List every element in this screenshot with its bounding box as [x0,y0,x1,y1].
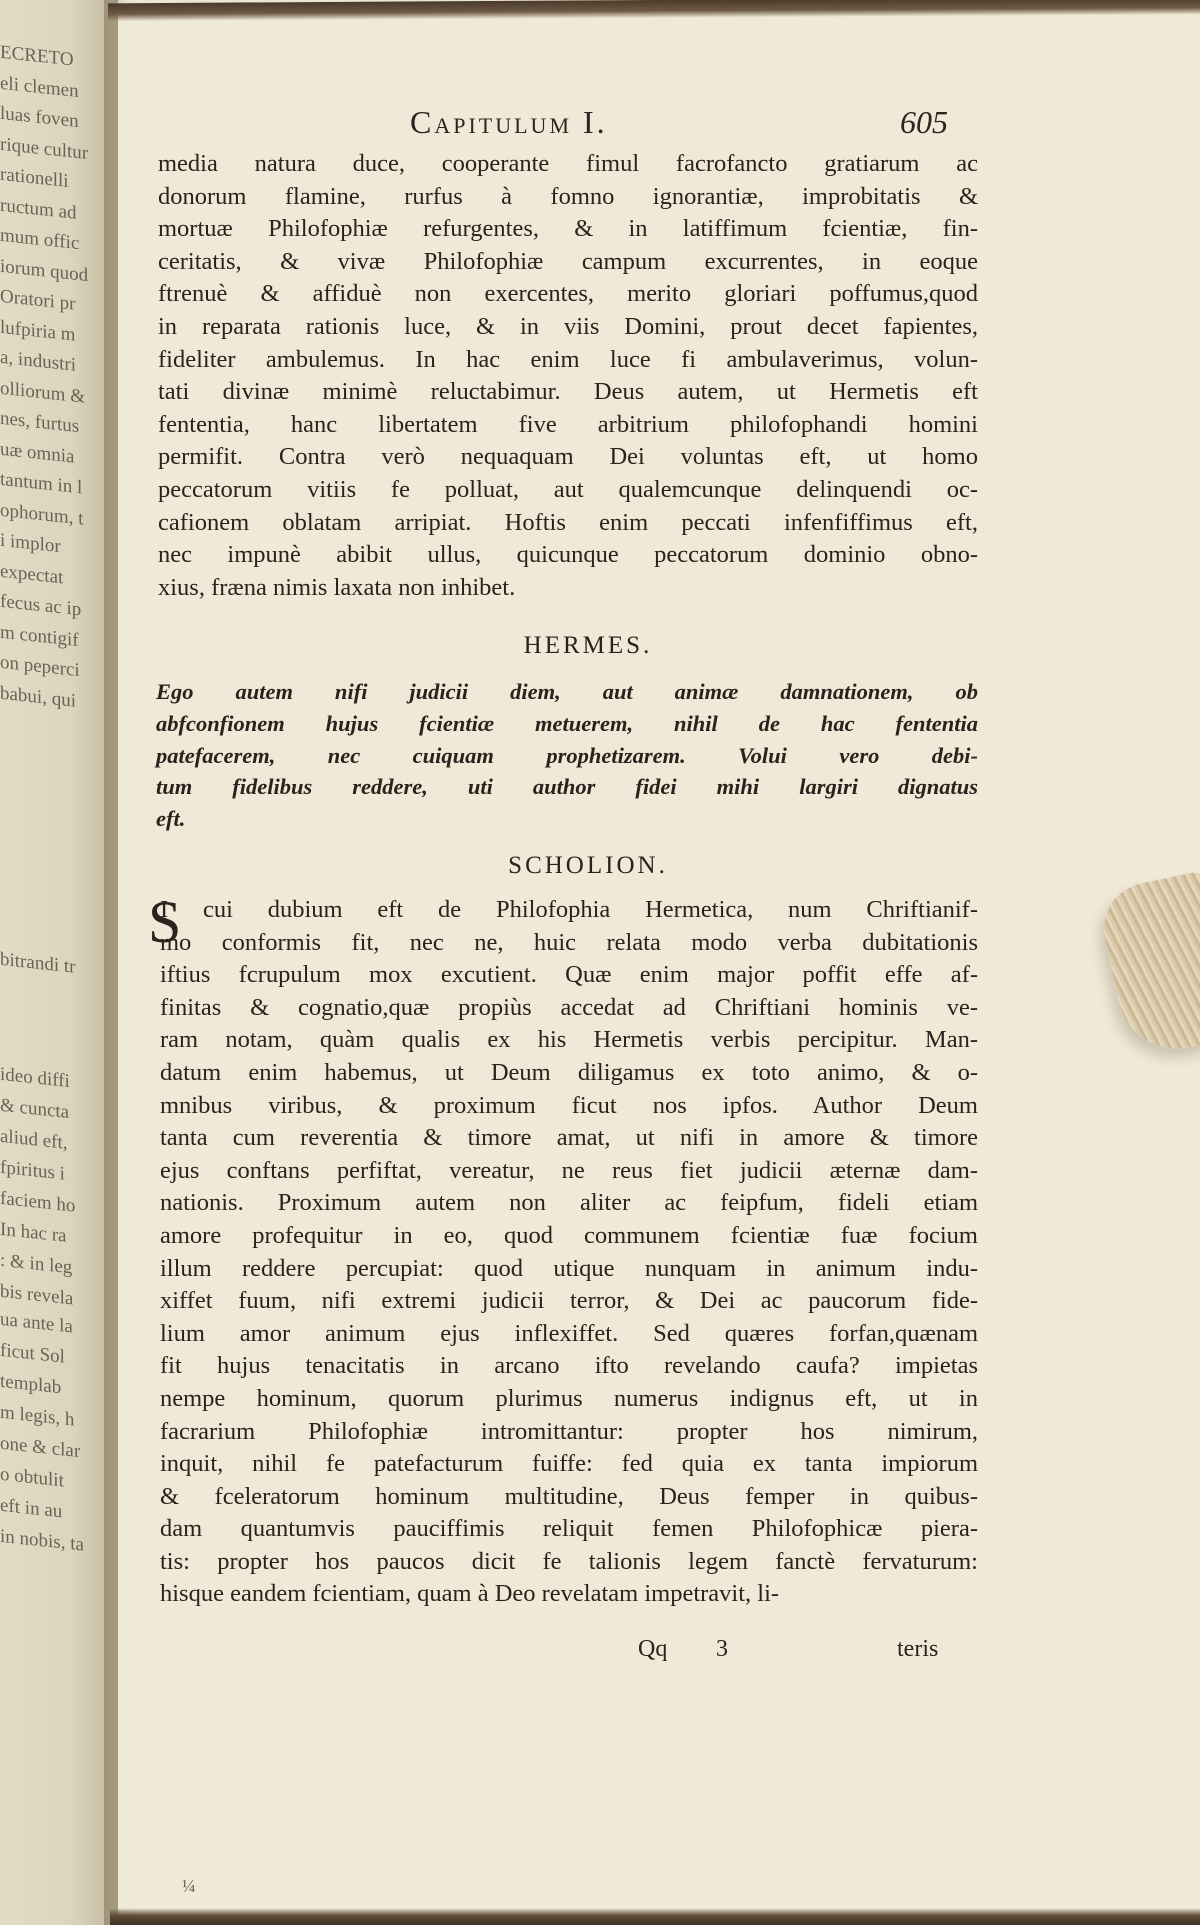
left-page-fragment: o obtulit [0,1463,64,1492]
left-page-fragment: one & clar [0,1432,81,1463]
left-page-fragment: eft in au [0,1494,63,1523]
text-line: media natura duce, cooperante fimul facrofancto gratiarum ac [158,150,978,177]
left-page-fragment: i implor [0,529,61,558]
text-line: nec impunè abibit ullus, quicunque peccatorum dominio obno- [158,541,978,569]
text-line: hisque eandem fcientiam, quam à Deo revelatam impetravit, li- [160,1580,780,1608]
text-line: donorum flamine, rurfus à fomno ignorantiæ, improbitatis & [158,182,978,210]
text-line: tis: propter hos paucos dicit fe talionis legem fanctè fervaturum: [160,1547,978,1575]
text-line: cafionem oblatam arripiat. Hoftis enim peccati infenfiffimus eft, [158,508,978,536]
page-header [118,100,1200,148]
left-page-fragment: eli clemen [0,72,79,102]
text-line: in reparata rationis luce, & in viis Domini, prout decet fapientes, [158,312,978,340]
left-page-fragment: ideo diffi [0,1063,70,1093]
left-page-fragment: fpiritus i [0,1156,65,1185]
left-facing-page [0,0,118,1925]
left-page-fragment: ficut Sol [0,1339,65,1368]
left-page-fragment: lufpiria m [0,316,76,346]
hermes-quote [156,676,978,835]
left-page-fragment: m contigif [0,621,79,651]
text-line: datum enim habemus, ut Deum diligamus ex toto animo, & o- [160,1058,978,1086]
left-page-fragment: mum offic [0,224,80,255]
left-page-fragment: olliorum & [0,377,85,408]
text-line: mortuæ Philofophiæ refurgentes, & in latiffimum fcientiæ, fin- [158,215,978,243]
text-line: facrarium Philofophiæ intromittantur: propter hos nimirum, [160,1417,978,1445]
text-line: ram notam, quàm qualis ex his Hermetis verbis percipitur. Man- [160,1026,978,1054]
text-line: inquit, nihil fe patefacturum fuiffe: fed quia ex tanta impiorum [160,1450,978,1478]
left-page-fragment: iorum quod [0,255,89,286]
text-line: Ego autem nifi judicii diem, aut animæ damnationem, ob [156,679,978,704]
text-line: ceritatis, & vivæ Philofophiæ campum excurrentes, in eoque [158,247,978,275]
text-line: abfconfionem hujus fcientiæ metuerem, nihil de hac fententia [156,710,978,736]
right-page [118,12,1200,1910]
left-page-fragment: fecus ac ip [0,590,82,621]
left-page-fragment: tantum in l [0,468,83,499]
signature-number: 3 [716,1636,728,1662]
bottom-edge [110,1908,1200,1925]
text-line: tum fidelibus reddere, uti author fidei mihi largiri dignatus [156,774,978,800]
left-page-fragment: bis revela [0,1280,74,1310]
text-line: amore profequitur in eo, quod communem fcientiæ fuæ focium [160,1221,978,1249]
text-line: fententia, hanc libertatem five arbitrium philofophandi homini [158,410,978,438]
text-line: patefacerem, nec cuiquam prophetizarem. Volui vero debi- [156,742,978,768]
text-line: nationis. Proximum autem non aliter ac feipfum, fideli etiam [160,1189,978,1217]
text-line: & fceleratorum hominum multitudine, Deus femper in quibus- [160,1482,978,1510]
left-page-fragment: faciem ho [0,1187,76,1217]
left-page-fragment: : & in leg [0,1249,73,1279]
left-page-fragment: ua ante la [0,1308,73,1338]
text-line: xius, fræna nimis laxata non inhibet. [158,573,516,601]
stray-mark: ¼ [182,1876,196,1896]
text-line: ejus conftans perfiftat, vereatur, ne reus fiet judicii æternæ dam- [160,1156,978,1184]
text-line: nempe hominum, quorum plurimus numerus indignus eft, ut in [160,1384,978,1412]
heading-hermes: HERMES. [523,632,653,659]
left-page-fragment: in nobis, ta [0,1525,84,1556]
left-page-fragment: & cuncta [0,1094,70,1124]
left-page-fragment: aliud eft, [0,1125,68,1154]
text-line: fit hujus tenacitatis in arcano ifto revelando caufa? impietas [160,1352,978,1380]
text-line: ftrenuè & affiduè non exercentes, merito gloriari poffumus,quod [158,280,978,308]
left-page-fragment: expectat [0,560,64,588]
text-line: iftius fcrupulum mox excutient. Quæ enim major poffit effe af- [160,961,978,989]
text-line: mnibus viribus, & proximum ficut nos ipfos. Author Deum [160,1091,978,1119]
left-page-fragment: ructum ad [0,194,77,224]
text-line: finitas & cognatio,quæ propiùs accedat ad Chriftiani hominis ve- [160,993,978,1021]
text-line: dam quantumvis pauciffimis reliquit femen Philofophicæ piera- [160,1515,978,1543]
left-page-fragment: rationelli [0,163,69,193]
text-line: permifit. Contra verò nequaquam Dei voluntas eft, ut homo [158,443,978,471]
page-number: 605 [900,104,948,140]
left-page-fragment: Oratori pr [0,285,76,315]
left-page-fragment: m legis, h [0,1401,75,1431]
catchword: teris [897,1636,939,1662]
left-page-fragment: uæ omnia [0,438,75,468]
text-line: mo conformis fit, nec ne, huic relata modo verba dubitationis [160,928,978,956]
left-page-fragment: nes, furtus [0,407,80,438]
left-page-fragment: a, industri [0,346,76,376]
left-page-fragment: bitrandi tr [0,948,76,978]
heading-scholion: SCHOLION. [508,852,668,879]
text-line: I cui dubium eft de Philofophia Hermetica, num Chriftianif- [160,896,978,923]
left-page-fragment: rique cultur [0,133,89,164]
left-page-fragment: ophorum, t [0,499,84,530]
drop-initial: S [148,889,182,955]
left-page-fragment: ECRETO [0,41,74,71]
running-title: Capitulum I. [410,104,608,140]
text-line: eft. [156,806,186,832]
left-page-fragment: babui, qui [0,682,76,712]
text-line: fideliter ambulemus. In hac enim luce fi ambulaverimus, volun- [158,345,978,373]
text-line: tati divinæ minimè reluctabimur. Deus autem, ut Hermetis eft [158,378,978,406]
text-line: lium amor animum ejus inflexiffet. Sed quæres forfan,quænam [160,1319,978,1347]
signature-mark: Qq [638,1636,668,1662]
scholion-text [160,894,978,1611]
left-page-fragment: luas foven [0,102,79,133]
text-line: peccatorum vitiis fe polluat, aut qualemcunque delinquendi oc- [158,475,978,503]
text-line: illum reddere percupiat: quod utique nunquam in animum indu- [160,1254,978,1282]
left-page-fragment: templab [0,1370,62,1399]
left-page-fragment: on peperci [0,651,80,682]
text-line: tanta cum reverentia & timore amat, ut nifi in amore & timore [160,1124,978,1152]
text-line: xiffet fuum, nifi extremi judicii terror, & Dei ac paucorum fide- [160,1287,978,1315]
left-page-fragment: In hac ra [0,1218,67,1247]
body-text [158,148,978,604]
